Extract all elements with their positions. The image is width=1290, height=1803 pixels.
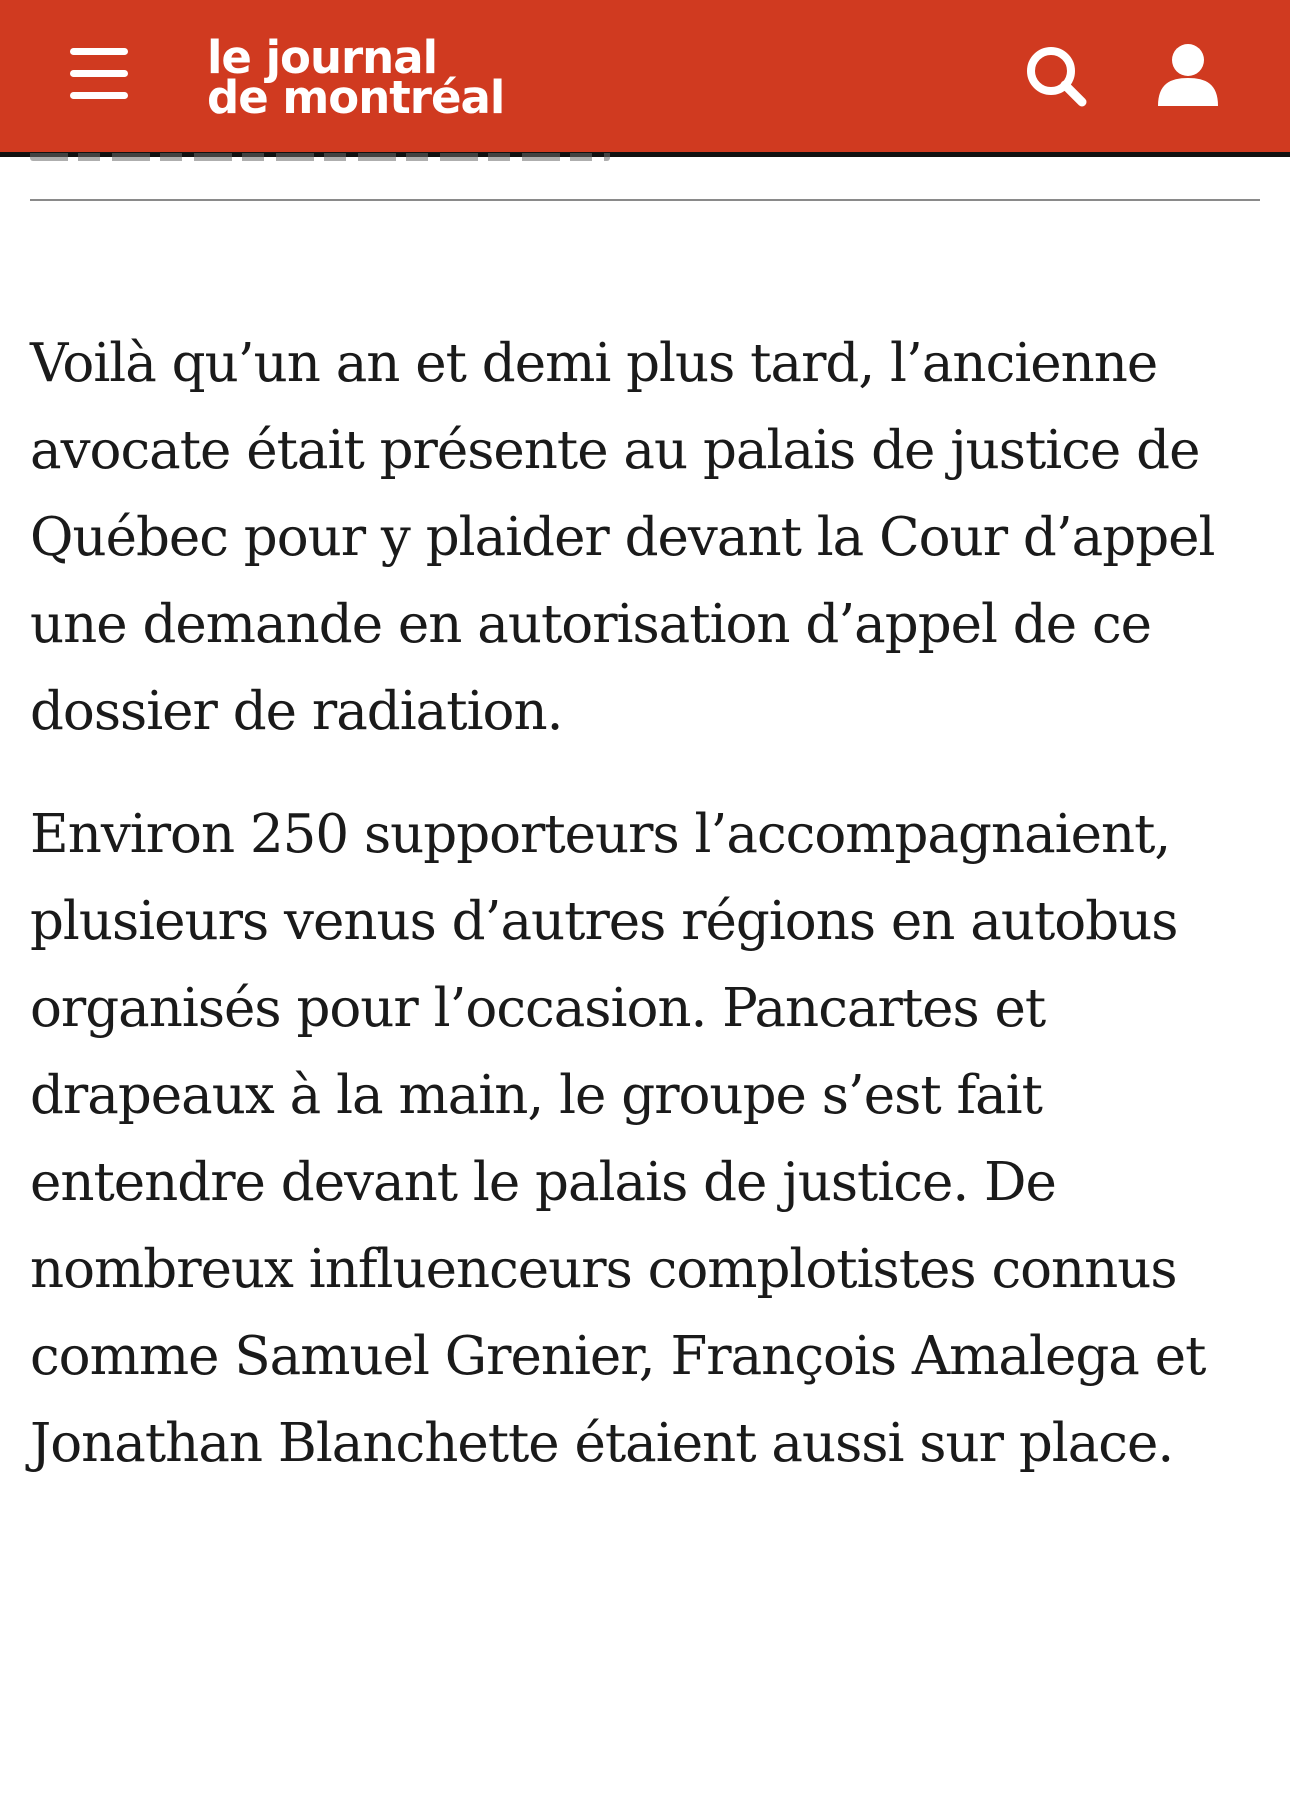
- user-account-icon: [1152, 40, 1224, 112]
- article-paragraph: Voilà qu’un an et demi plus tard, l’ancienne avocate était présente au palais de justice de Québec pour y plaider devant la Cour d’appel une demande en autorisation d’appel de ce dossier de radiation.: [30, 333, 1215, 742]
- search-icon: [1020, 40, 1092, 112]
- site-logo[interactable]: [207, 31, 567, 128]
- site-header: [0, 0, 1290, 157]
- caption-divider: [30, 199, 1260, 201]
- menu-button[interactable]: [66, 44, 132, 104]
- image-caption-cut-off: [30, 153, 730, 173]
- search-button[interactable]: [1020, 40, 1092, 112]
- article-paragraph: Environ 250 supporteurs l’accompagnaient, plusieurs venus d’autres régions en autobus organisés pour l’occasion. Pancartes et drapeaux à la main, le groupe s’est fait entendre devant le palais de justice. De nombreux influenceurs complotistes connus comme Samuel Grenier, François Amalega et Jonathan Blanchette étaient aussi sur place.: [30, 804, 1206, 1474]
- article-body: [30, 320, 1270, 1487]
- account-button[interactable]: [1152, 40, 1224, 112]
- logo-line-2: de montréal: [207, 71, 505, 124]
- logo-line-1: le journal: [207, 31, 438, 84]
